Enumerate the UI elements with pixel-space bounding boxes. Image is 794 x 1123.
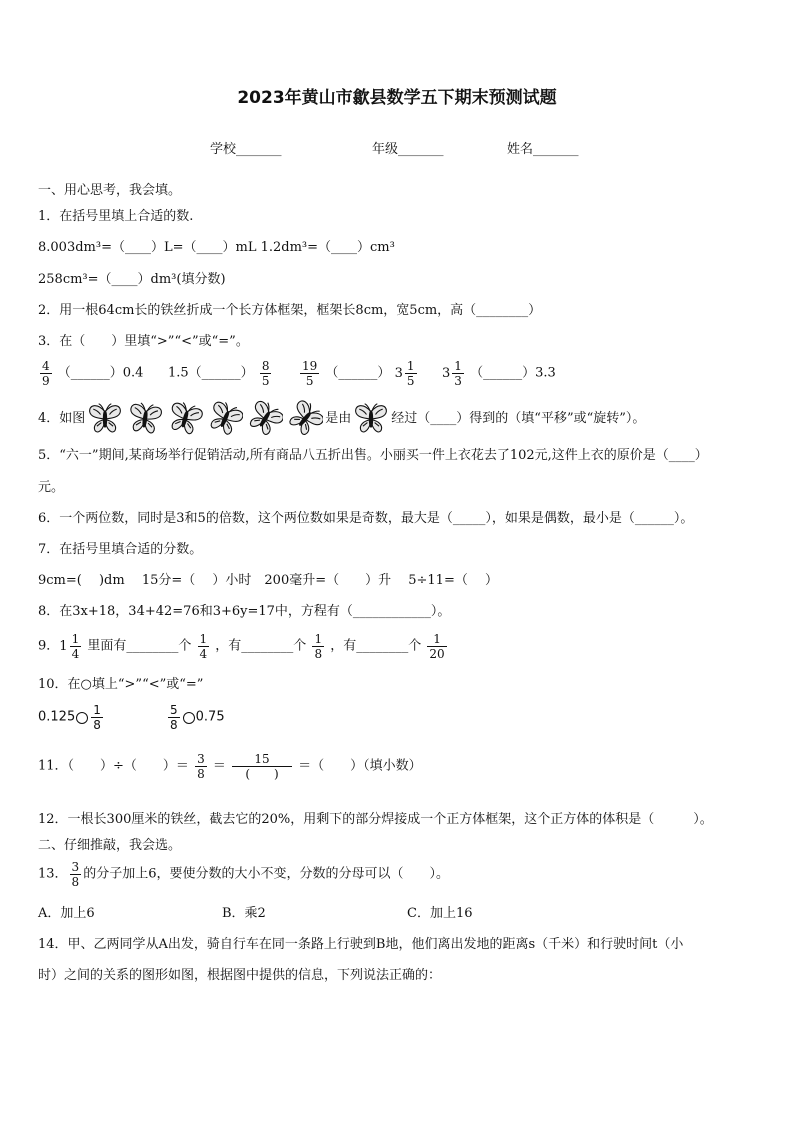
question-7-line: 9cm=( )dm 15分=（ ）小时 200毫升=（ ）升 5÷11=（ ）	[38, 573, 498, 588]
option-a: A．加上6	[38, 906, 95, 921]
page-title: 2023年黄山市歙县数学五下期末预测试题	[237, 88, 557, 108]
fraction: $\frac{1}{4}$	[71, 632, 80, 661]
butterfly-icon	[127, 400, 163, 438]
fraction: $\frac{4}{9}$	[42, 359, 50, 388]
section-1-heading: 一、用心思考，我会填。	[38, 183, 182, 198]
option-c: C．加上16	[407, 906, 473, 921]
school-field: 学校_______	[210, 142, 282, 157]
butterfly-icon	[167, 400, 203, 438]
fraction: $\frac{1}{3}$	[454, 359, 462, 388]
butterfly-icon	[247, 400, 283, 438]
question-3-item-1: $\frac{4}{9}$ （______）0.4	[42, 359, 144, 388]
question-6: 6．一个两位数，同时是3和5的倍数，这个两位数如果是奇数，最大是（_____），如果是偶数，最小是（______）。	[38, 511, 694, 526]
fraction: $\frac{3}{8}$	[71, 860, 80, 889]
grade-field: 年级_______	[372, 142, 444, 157]
butterfly-icon	[207, 400, 243, 438]
compare-circle	[76, 712, 88, 724]
fraction: $\frac{19}{5}$	[302, 359, 318, 388]
question-11: 11．（ ）÷（ ）＝ $\frac{3}{8}$ ＝ $\frac{15}{( )}$ ＝（ ）（填小数）	[38, 752, 422, 781]
fraction: $\frac{5}{8}$	[170, 703, 178, 732]
fraction: $\frac{15}{( )}$	[232, 752, 292, 781]
question-5-line-1: 5．“六一”期间,某商场举行促销活动,所有商品八五折出售。小丽买一件上衣花去了102元,这件上衣的原价是（____）	[38, 448, 708, 463]
question-14-line-1: 14．甲、乙两同学从A出发，骑自行车在同一条路上行驶到B地，他们离出发地的距离s（千米）和行驶时间t（小	[38, 937, 684, 952]
question-10-item-b: $\frac{5}{8}$ 0.75	[170, 703, 225, 732]
question-13: 13． $\frac{3}{8}$ 的分子加上6，要使分数的大小不变，分数的分母可以（ ）。	[38, 860, 449, 889]
question-12: 12．一根长300厘米的铁丝，截去它的20%，用剩下的部分焊接成一个正方体框架，这个正方体的体积是（ ）。	[38, 812, 713, 827]
question-3-item-4: 3 $\frac{1}{3}$ （______）3.3	[442, 359, 556, 388]
question-8: 8．在3x+18，34+42=76和3+6y=17中，方程有（____________）。	[38, 604, 451, 619]
question-1: 1．在括号里填上合适的数.	[38, 209, 194, 224]
section-2-heading: 二、仔细推敲，我会选。	[38, 838, 182, 853]
question-10: 10．在○填上“>”“<”或“=”	[38, 677, 204, 692]
question-1-line-1: 8.003dm³=（____）L=（____）mL 1.2dm³=（____）cm³	[38, 240, 395, 255]
question-5-line-2: 元。	[38, 480, 65, 495]
fraction: $\frac{1}{5}$	[406, 359, 415, 388]
fraction: $\frac{1}{4}$	[199, 632, 208, 661]
question-9: 9．1 $\frac{1}{4}$ 里面有________个 $\frac{1}{4}$ ，有________个 $\frac{1}{8}$ ，有________个 $\frac{1}{20}$	[38, 632, 445, 661]
butterfly-icon	[287, 400, 323, 438]
question-1-line-2: 258cm³=（____）dm³(填分数)	[38, 272, 226, 287]
fraction: $\frac{1}{8}$	[93, 703, 101, 732]
question-4: 4．如图 是由 经过（____）得到的（填“平移”或“旋转”）。	[38, 399, 645, 439]
compare-circle	[183, 712, 195, 724]
fraction: $\frac{8}{5}$	[261, 359, 270, 388]
question-3-item-3: $\frac{19}{5}$ （______） 3 $\frac{1}{5}$	[302, 359, 415, 388]
question-3: 3．在（ ）里填“>”“<”或“=”。	[38, 334, 249, 349]
question-14-line-2: 时）之间的关系的图形如图，根据图中提供的信息，下列说法正确的：	[38, 968, 442, 983]
question-7: 7．在括号里填合适的分数。	[38, 542, 203, 557]
butterfly-icon	[87, 400, 123, 438]
butterfly-icon	[353, 400, 389, 438]
fraction: $\frac{3}{8}$	[197, 752, 205, 781]
option-b: B．乘2	[222, 906, 266, 921]
fraction: $\frac{1}{20}$	[429, 632, 445, 661]
name-field: 姓名_______	[507, 142, 579, 157]
fraction: $\frac{1}{8}$	[314, 632, 323, 661]
question-10-item-a: 0.125 $\frac{1}{8}$	[38, 703, 101, 732]
question-3-item-2: 1.5（______） $\frac{8}{5}$	[168, 359, 270, 388]
question-2: 2．用一根64cm长的铁丝折成一个长方体框架，框架长8cm，宽5cm，高（________）	[38, 303, 542, 318]
